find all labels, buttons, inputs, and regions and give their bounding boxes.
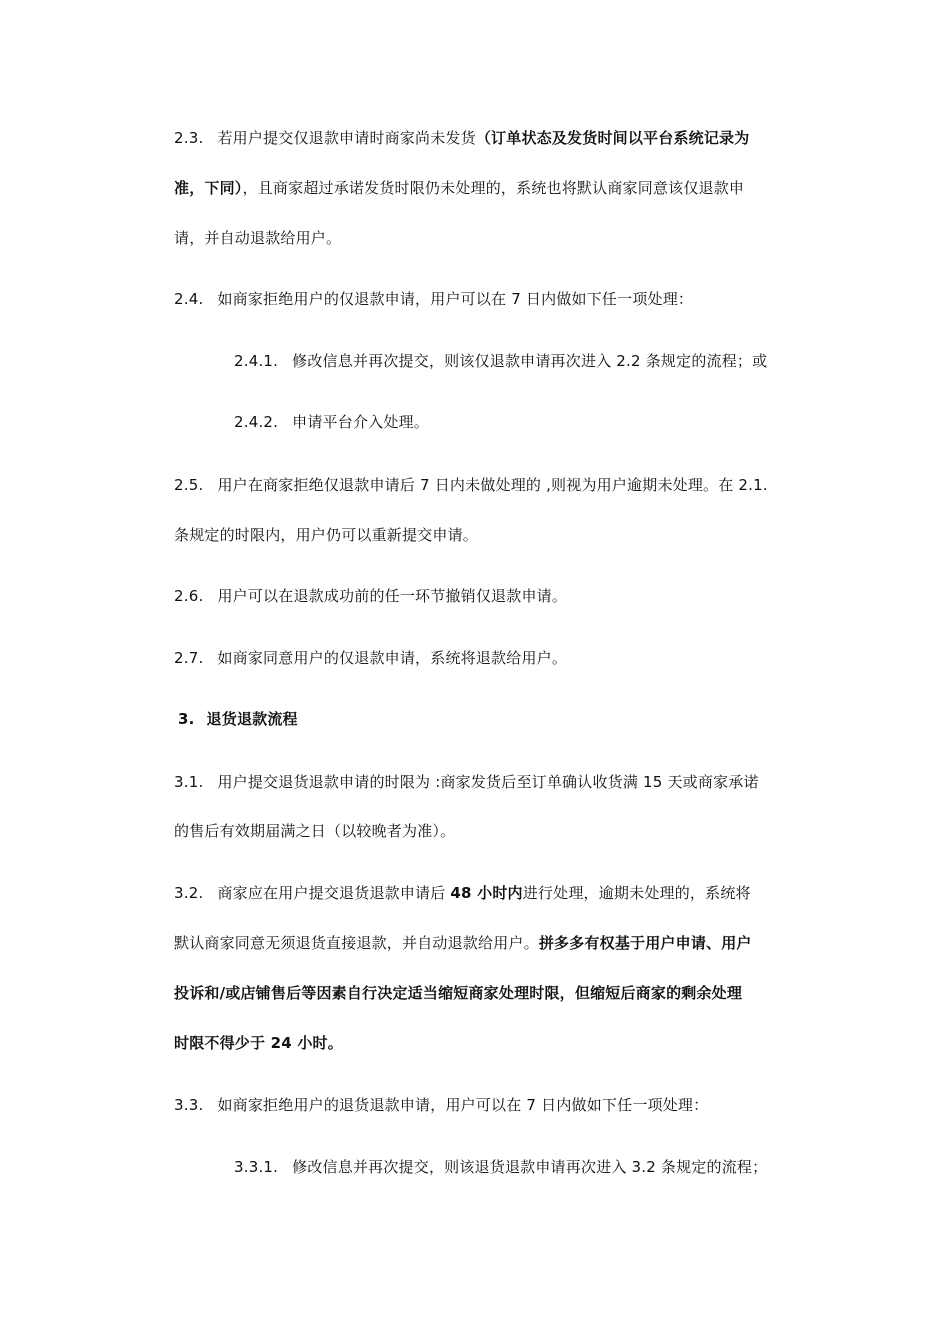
clause-text: 用户提交退货退款申请的时限为 :商家发货后至订单确认收货满 15 天或商家承诺	[217, 773, 759, 791]
clause-text: 条规定的时限内，用户仍可以重新提交申请。	[174, 526, 479, 544]
clause-text: ，且商家超过承诺发货时限仍未处理的，系统也将默认商家同意该仅退款申	[242, 179, 745, 197]
clause-number: 3.2.	[174, 884, 204, 902]
paragraph-3-3	[174, 1094, 708, 1116]
paragraph-2-5-line-1	[174, 474, 768, 496]
paragraph-3-1-line-2	[174, 820, 455, 842]
paragraph-3-2-line-1	[174, 882, 751, 904]
clause-text: 请，并自动退款给用户。	[174, 229, 342, 247]
clause-number: 2.4.2.	[234, 413, 279, 431]
clause-text: 进行处理，逾期未处理的，系统将	[522, 884, 751, 902]
paragraph-3-3-1	[234, 1156, 767, 1178]
clause-text: 如商家同意用户的仅退款申请，系统将退款给用户。	[217, 649, 568, 667]
section-heading-3	[178, 708, 298, 730]
paragraph-3-1-line-1	[174, 771, 759, 793]
clause-number: 2.5.	[174, 476, 204, 494]
clause-text: 如商家拒绝用户的退货退款申请，用户可以在 7 日内做如下任一项处理：	[217, 1096, 709, 1114]
paragraph-2-3-line-2	[174, 177, 744, 199]
clause-number: 2.3.	[174, 129, 204, 147]
paragraph-2-3-line-3	[174, 227, 341, 249]
clause-text: 若用户提交仅退款申请时商家尚未发货	[217, 129, 476, 147]
paragraph-2-3-line-1	[174, 127, 749, 149]
paragraph-3-2-line-4	[174, 1032, 343, 1054]
paragraph-3-2-line-2	[174, 932, 752, 954]
clause-bold-text: （订单状态及发货时间以平台系统记录为	[475, 129, 750, 147]
clause-text: 用户在商家拒绝仅退款申请后 7 日内未做处理的 ,则视为用户逾期未处理。在 2.1.	[217, 476, 768, 494]
clause-text: 修改信息并再次提交，则该仅退款申请再次进入 2.2 条规定的流程；或	[292, 352, 768, 370]
clause-number: 2.6.	[174, 587, 204, 605]
clause-text: 修改信息并再次提交，则该退货退款申请再次进入 3.2 条规定的流程；	[292, 1158, 768, 1176]
clause-text: 用户可以在退款成功前的任一环节撤销仅退款申请。	[217, 587, 568, 605]
clause-bold-text: 时限不得少于 24 小时。	[174, 1034, 343, 1052]
clause-bold-text: 准，下同）	[174, 179, 243, 197]
paragraph-2-4	[174, 288, 693, 310]
clause-bold-text: 拼多多有权基于用户申请、用户	[538, 934, 752, 952]
clause-number: 2.7.	[174, 649, 204, 667]
paragraph-2-7	[174, 647, 567, 669]
clause-bold-text: 投诉和/或店铺售后等因素自行决定适当缩短商家处理时限，但缩短后商家的剩余处理	[174, 984, 743, 1002]
paragraph-2-4-2	[234, 411, 429, 433]
paragraph-3-2-line-3	[174, 982, 742, 1004]
clause-number: 3.3.1.	[234, 1158, 279, 1176]
clause-text: 商家应在用户提交退货退款申请后	[217, 884, 451, 902]
paragraph-2-5-line-2	[174, 524, 478, 546]
clause-text: 的售后有效期届满之日（以较晚者为准）。	[174, 822, 456, 840]
clause-text: 默认商家同意无须退货直接退款，并自动退款给用户。	[174, 934, 539, 952]
paragraph-2-6	[174, 585, 567, 607]
paragraph-2-4-1	[234, 350, 767, 372]
section-title: 退货退款流程	[206, 710, 298, 728]
clause-number: 3.3.	[174, 1096, 204, 1114]
clause-bold-text: 48 小时内	[450, 884, 523, 902]
clause-number: 2.4.	[174, 290, 204, 308]
clause-number: 2.4.1.	[234, 352, 279, 370]
clause-text: 如商家拒绝用户的仅退款申请，用户可以在 7 日内做如下任一项处理：	[217, 290, 694, 308]
clause-number: 3.1.	[174, 773, 204, 791]
section-number: 3.	[178, 710, 195, 728]
clause-text: 申请平台介入处理。	[292, 413, 429, 431]
